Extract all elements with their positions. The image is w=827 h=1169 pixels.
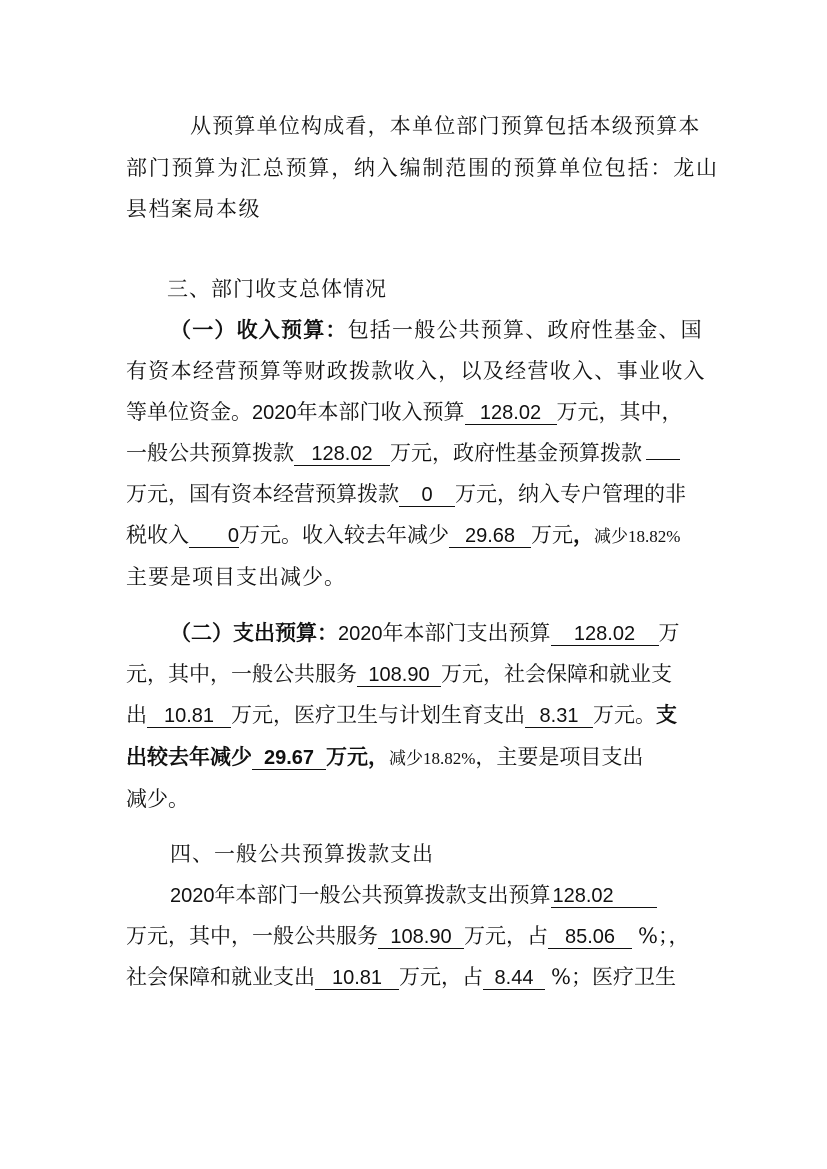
section4-total-value: 128.02 xyxy=(551,885,657,908)
income-decrease-value: 29.68 xyxy=(449,525,531,548)
section4-ss-value: 10.81 xyxy=(315,967,399,990)
income-line6: 税收入 0万元。收入较去年减少 29.68 万元，减少18.82% xyxy=(126,522,681,547)
expense-line1: （二）支出预算：2020年本部门支出预算 128.02 万 xyxy=(170,620,680,645)
para1-line1: 从预算单位构成看，本单位部门预算包括本级预算本 xyxy=(190,114,701,138)
health-value: 8.31 xyxy=(525,705,593,728)
expense-line3: 出 10.81 万元，医疗卫生与计划生育支出 8.31 万元。支 xyxy=(126,702,677,727)
non-tax-value: 0 xyxy=(189,525,239,548)
expense-label: （二）支出预算： xyxy=(170,620,338,645)
income-line1 xyxy=(170,315,703,345)
social-security-value: 10.81 xyxy=(147,705,231,728)
income-line5: 万元，国有资本经营预算拨款 0 万元，纳入专户管理的非 xyxy=(126,482,686,506)
expense-total-value: 128.02 xyxy=(551,623,659,646)
income-decrease-percent: 18.82% xyxy=(628,527,681,546)
income-line3: 等单位资金。2020年本部门收入预算 128.02 万元，其中， xyxy=(126,400,683,424)
section4-gps-value: 108.90 xyxy=(378,926,464,949)
government-fund-value xyxy=(646,459,680,460)
general-public-services-value: 108.90 xyxy=(357,664,441,687)
section4-heading: 四、一般公共预算拨款支出 xyxy=(170,842,434,866)
expense-decrease-value: 29.67 xyxy=(252,747,326,770)
section3-heading: 三、部门收支总体情况 xyxy=(167,277,387,301)
section4-line1: 2020年本部门一般公共预算拨款支出预算 128.02 xyxy=(170,880,657,911)
expense-line4: 出较去年减少 29.67 万元，减少18.82%，主要是项目支出 xyxy=(126,744,644,769)
income-line4: 一般公共预算拨款 128.02 万元，政府性基金预算拨款 xyxy=(126,438,680,468)
state-capital-value: 0 xyxy=(399,484,455,507)
section4-line2: 万元，其中，一般公共服务 108.90 万元，占 85.06 %；， xyxy=(126,924,690,948)
expense-line2: 元，其中，一般公共服务 108.90 万元，社会保障和就业支 xyxy=(126,662,672,686)
section4-ss-percent: 8.44 xyxy=(483,967,545,990)
general-budget-allocation-value: 128.02 xyxy=(294,443,390,466)
income-line2: 有资本经营预算等财政拨款收入，以及经营收入、事业收入 xyxy=(126,359,706,383)
expense-decrease-percent: 18.82% xyxy=(423,749,476,768)
section4-line3: 社会保障和就业支出 10.81 万元，占 8.44 %；医疗卫生 xyxy=(126,965,676,989)
income-line7: 主要是项目支出减少。 xyxy=(126,565,346,589)
income-label: （一）收入预算： xyxy=(170,317,348,342)
income-intro: 包括一般公共预算、政府性基金、国 xyxy=(347,318,703,342)
section4-gps-percent: 85.06 xyxy=(548,926,632,949)
para1-line3: 县档案局本级 xyxy=(126,197,261,221)
income-total-value: 128.02 xyxy=(465,402,557,425)
para1-line2: 部门预算为汇总预算，纳入编制范围的预算单位包括：龙山 xyxy=(126,156,719,180)
expense-line5: 减少。 xyxy=(126,787,189,811)
